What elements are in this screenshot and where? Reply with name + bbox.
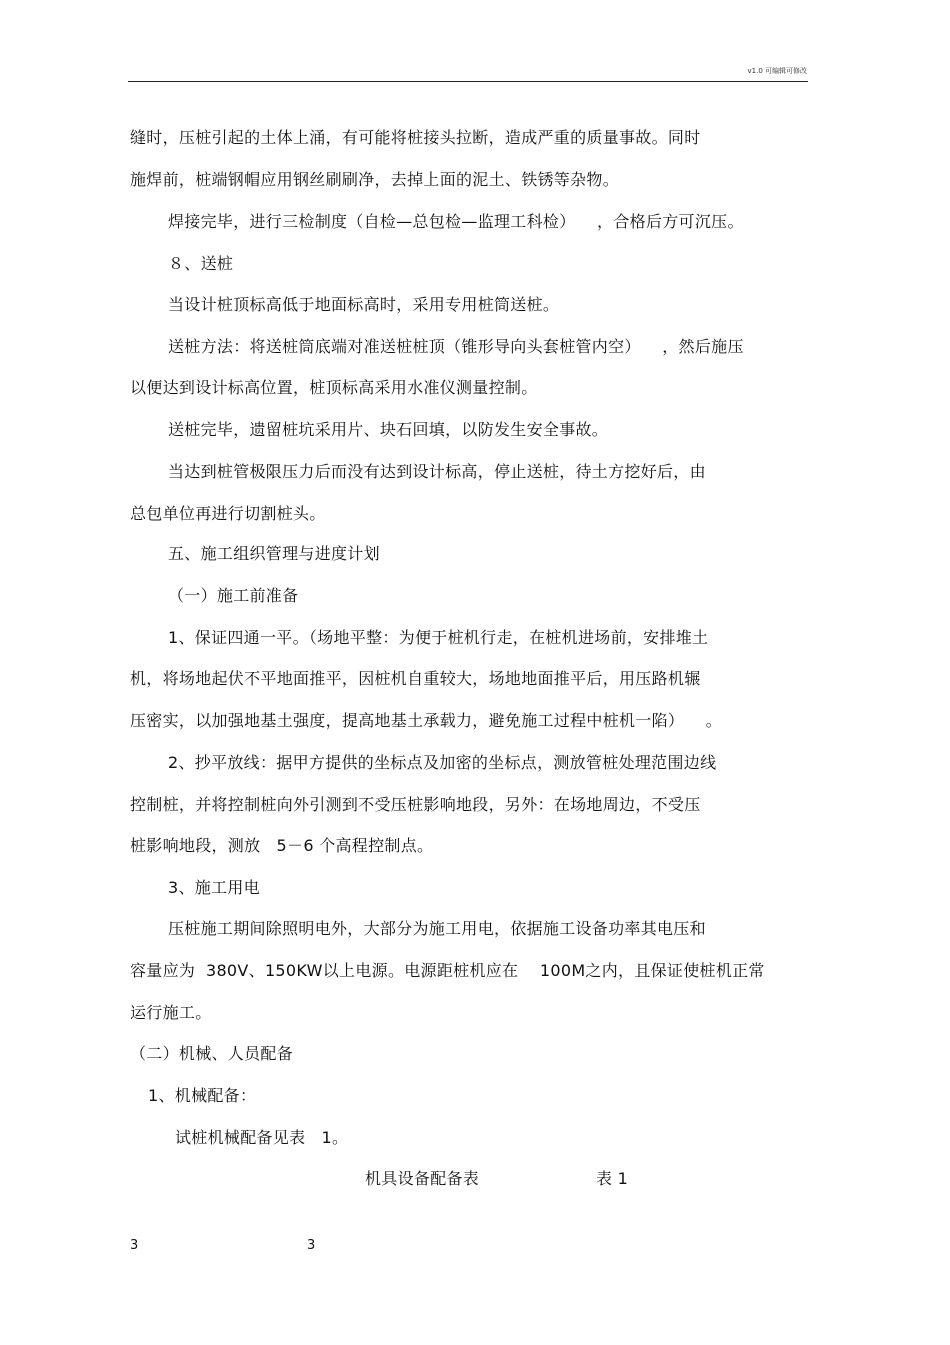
body-line-3: 焊接完毕，进行三检制度（自检—总包检—监理工科检） ，合格后方可沉压。	[168, 212, 744, 231]
body-line-7: 以便达到设计标高位置，桩顶标高采用水准仪测量控制。	[130, 378, 538, 397]
table-number: 表 1	[596, 1169, 629, 1188]
version-note: v1.0 可编辑可修改	[747, 67, 807, 75]
section-heading-send-pile: ８、送桩	[168, 254, 234, 273]
body-line-14: 机，将场地起伏不平地面推平，因桩机自重较大，场地地面推平后，用压路机辗	[130, 669, 701, 688]
body-line-2: 施焊前，桩端钢帽应用钢丝刷刷净，去掉上面的泥土、铁锈等杂物。	[130, 170, 620, 189]
section-heading-5: 五、施工组织管理与进度计划	[168, 544, 380, 563]
section-heading-power: 3、施工用电	[168, 878, 260, 897]
body-line-9: 当达到桩管极限压力后而没有达到设计标高，停止送桩，待土方挖好后，由	[168, 462, 706, 481]
body-line-25: 试桩机械配备见表 1。	[175, 1128, 349, 1147]
body-line-8: 送桩完毕，遗留桩坑采用片、块石回填，以防发生安全事故。	[168, 420, 609, 439]
body-line-22: 运行施工。	[130, 1003, 212, 1022]
body-line-15: 压密实，以加强地基土强度，提高地基土承载力，避免施工过程中桩机一陷） 。	[130, 711, 723, 730]
footer-page-right: 3	[307, 1238, 316, 1253]
body-line-16: 2、抄平放线：据甲方提供的坐标点及加密的坐标点，测放管桩处理范围边线	[168, 753, 717, 772]
body-line-5: 当设计桩顶标高低于地面标高时，采用专用桩筒送桩。	[168, 295, 560, 314]
body-line-13: 1、保证四通一平。（场地平整：为便于桩机行走，在桩机进场前，安排堆土	[168, 628, 709, 647]
body-line-1: 缝时，压桩引起的土体上涌，有可能将桩接头拉断，造成严重的质量事故。同时	[130, 128, 701, 147]
body-line-17: 控制桩，并将控制桩向外引测到不受压桩影响地段，另外：在场地周边，不受压	[130, 795, 701, 814]
subsection-heading-2: （二）机械、人员配备	[130, 1044, 294, 1063]
body-line-21: 容量应为 380V、150KW以上电源。电源距桩机应在 100M之内，且保证使桩机正常	[130, 961, 765, 980]
table-title: 机具设备配备表	[365, 1169, 480, 1188]
body-line-20: 压桩施工期间除照明电外，大部分为施工用电，依据施工设备功率其电压和	[168, 919, 706, 938]
body-line-6: 送桩方法：将送桩筒底端对准送桩桩顶（锥形导向头套桩管内空） ，然后施压	[168, 337, 744, 356]
body-line-18: 桩影响地段，测放 5－6 个高程控制点。	[130, 836, 434, 855]
header-divider	[128, 81, 808, 82]
body-line-24: 1、机械配备：	[148, 1086, 257, 1105]
body-line-10: 总包单位再进行切割桩头。	[130, 504, 326, 523]
subsection-heading-1: （一）施工前准备	[168, 586, 299, 605]
footer-page-left: 3	[130, 1238, 139, 1253]
